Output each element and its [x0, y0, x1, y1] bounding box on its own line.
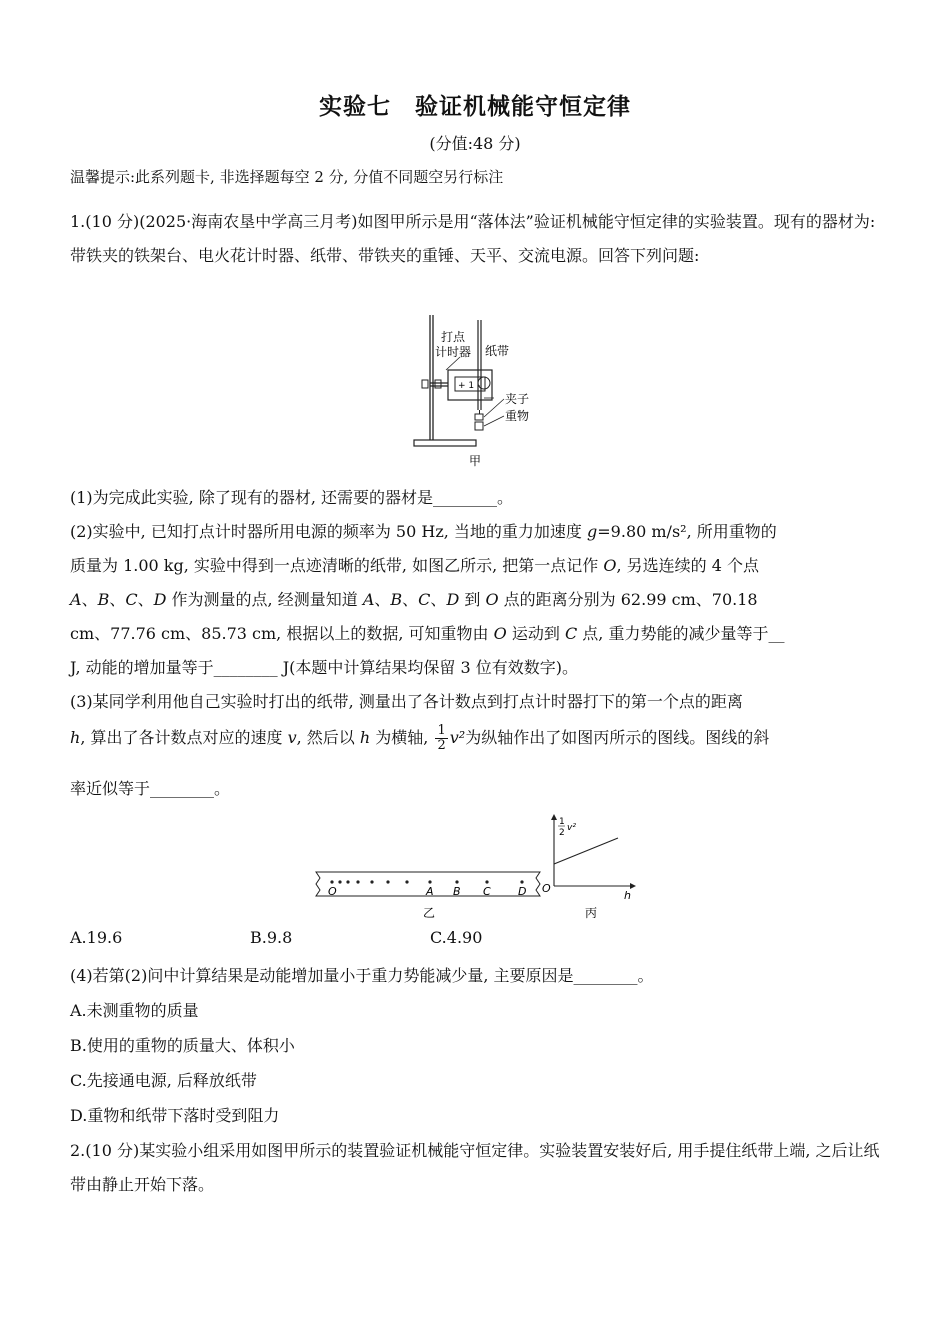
- tape-label-O: O: [328, 885, 337, 898]
- tape-label-C: C: [483, 885, 491, 898]
- clip: [475, 414, 483, 420]
- q1-part2-line2: 质量为 1.00 kg, 实验中得到一点迹清晰的纸带, 如图乙所示, 把第一点记作 O, 另选连续的 4 个点: [70, 556, 759, 575]
- q1-part2-line1: (2)实验中, 已知打点计时器所用电源的频率为 50 Hz, 当地的重力加速度 g=9.80 m/s², 所用重物的: [70, 522, 777, 541]
- figure-yi: [312, 860, 544, 924]
- tip-text: 温馨提示:此系列题卡, 非选择题每空 2 分, 分值不同题空另行标注: [70, 168, 504, 186]
- q2-stem: 2.(10 分)某实验小组采用如图甲所示的装置验证机械能守恒定律。实验装置安装好后, 用手提住纸带上端, 之后让纸带由静止开始下落。: [70, 1141, 880, 1194]
- origin-label: O: [542, 882, 551, 895]
- caption-jia: 甲: [469, 454, 482, 468]
- label-tape: 纸带: [485, 344, 510, 358]
- svg-text:+ 1 -: + 1 -: [458, 381, 481, 391]
- q1-part3-line3: 率近似等于________。: [70, 779, 231, 798]
- score-note: (分值:48 分): [429, 134, 521, 153]
- q1-part4: (4)若第(2)问中计算结果是动能增加量小于重力势能减少量, 主要原因是________。: [70, 966, 654, 985]
- graph-line: [554, 838, 618, 864]
- caption-yi: 乙: [423, 906, 436, 920]
- weight: [475, 422, 483, 430]
- q1-part2-line4: cm、77.76 cm、85.73 cm, 根据以上的数据, 可知重物由 O 运动到 C 点, 重力势能的减少量等于__: [70, 624, 785, 643]
- label-weight: 重物: [505, 409, 530, 423]
- label-timer-2: 计时器: [435, 345, 472, 359]
- option-3a: A.19.6: [70, 928, 123, 947]
- q1-stem: 1.(10 分)(2025·海南农垦中学高三月考)如图甲所示是用“落体法”验证机械能守恒定律的实验装置。现有的器材为:带铁夹的铁架台、电火花计时器、纸带、带铁夹的重锤、天平、交流电源。回答下列问题:: [70, 212, 876, 265]
- label-timer-1: 打点: [441, 330, 466, 344]
- tape-label-D: D: [518, 885, 527, 898]
- label-clip: 夹子: [505, 392, 530, 406]
- q1-part1: (1)为完成此实验, 除了现有的器材, 还需要的器材是________。: [70, 488, 514, 507]
- ylabel-den: 2: [559, 828, 565, 838]
- option-3b: B.9.8: [250, 928, 293, 947]
- option-4b: B.使用的重物的质量大、体积小: [70, 1036, 295, 1055]
- tape-label-A: A: [426, 885, 434, 898]
- q1-part2-line3: A、B、C、D 作为测量的点, 经测量知道 A、B、C、D 到 O 点的距离分别为 62.99 cm、70.18: [70, 590, 758, 609]
- q1-part2-line5: J, 动能的增加量等于________ J(本题中计算结果均保留 3 位有效数字)。: [70, 658, 578, 677]
- ylabel-v: v²: [567, 823, 576, 833]
- figure-jia: [408, 310, 548, 470]
- q1-part3-line2: h, 算出了各计数点对应的速度 v, 然后以 h 为横轴, $\frac{1}{2}$ v²为纵轴作出了如图丙所示的图线。图线的斜: [70, 723, 770, 753]
- option-4a: A.未测重物的质量: [70, 1001, 199, 1020]
- q1-part3-line1: (3)某同学利用他自己实验时打出的纸带, 测量出了各计数点到打点计时器打下的第一个点的距离: [70, 692, 743, 711]
- option-3c: C.4.90: [430, 928, 483, 947]
- tape-label-B: B: [453, 885, 461, 898]
- ylabel-num: 1: [559, 817, 565, 827]
- fraction-half: $\frac{1}{2}$: [437, 723, 446, 753]
- stand-base: [414, 440, 476, 446]
- figure-bing: [540, 812, 640, 924]
- option-4c: C.先接通电源, 后释放纸带: [70, 1071, 257, 1090]
- page-title: 实验七 验证机械能守恒定律: [319, 94, 631, 120]
- xlabel-h: h: [624, 889, 631, 902]
- option-4d: D.重物和纸带下落时受到阻力: [70, 1106, 280, 1125]
- caption-bing: 丙: [585, 906, 598, 920]
